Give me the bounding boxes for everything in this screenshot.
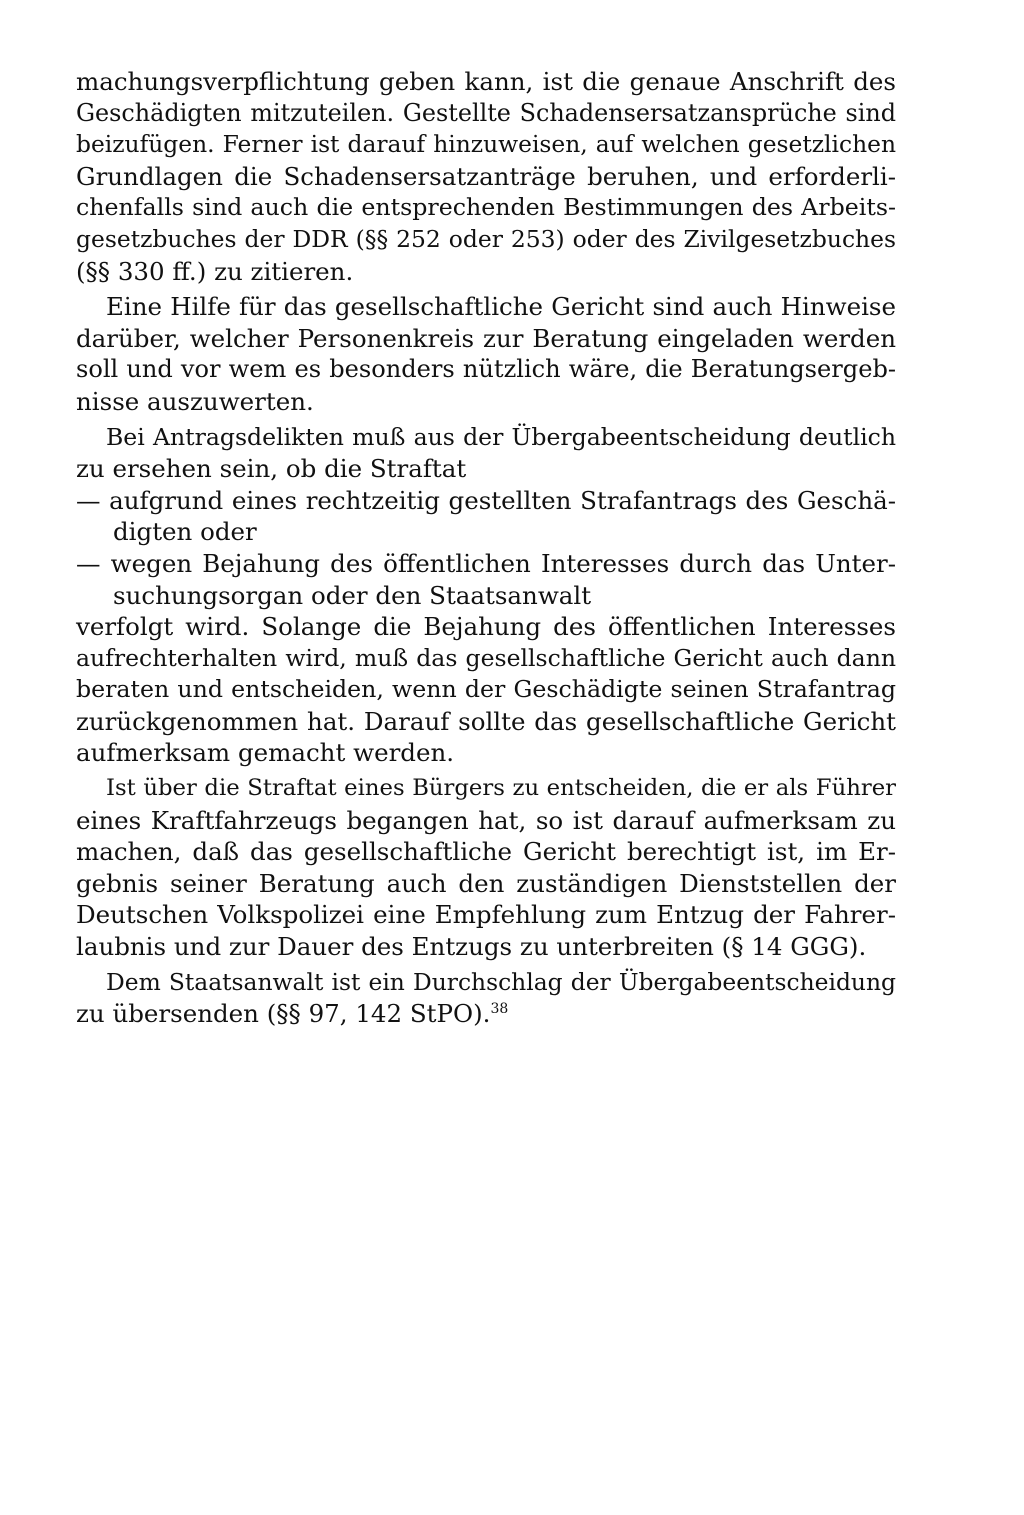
text-line: gebnis seiner Beratung auch den zuständigen Dienststellen der [76,868,896,898]
footnote-marker: 38 [490,1001,509,1018]
list-item: — aufgrund eines rechtzeitig gestellten Strafantrags des Geschä- [76,485,896,515]
text-line: Geschädigten mitzuteilen. Gestellte Schadensersatzansprüche sind [76,98,896,127]
text-line: Deutschen Volkspolizei eine Empfehlung zum Entzug der Fahrer- [76,900,896,930]
text-line: machungsverpflichtung geben kann, ist die genaue Anschrift des [76,67,896,96]
text-line: Eine Hilfe für das gesellschaftliche Gericht sind auch Hinweise [106,292,896,322]
text-line: Ist über die Straftat eines Bürgers zu entscheiden, die er als Führer [106,775,896,802]
text-line: aufmerksam gemacht werden. [76,738,455,768]
text-line: chenfalls sind auch die entsprechenden Bestimmungen des Arbeits- [76,193,896,222]
text-line: zurückgenommen hat. Darauf sollte das gesellschaftliche Gericht [76,706,896,736]
text-line: beraten und entscheiden, wenn der Geschädigte seinen Strafantrag [76,675,896,704]
text-line: gesetzbuches der DDR (§§ 252 oder 253) oder des Zivilgesetzbuches [76,224,896,253]
text-line: zu ersehen sein, ob die Straftat [76,454,467,484]
text-line: verfolgt wird. Solange die Bejahung des öffentlichen Interesses [76,612,896,642]
text-line: machen, daß das gesellschaftliche Gericht berechtigt ist, im Er- [76,837,896,867]
text-line: nisse auszuwerten. [76,386,314,416]
text-line: beizufügen. Ferner ist darauf hinzuweisen, auf welchen gesetzlichen [76,130,896,159]
text-line: Bei Antragsdelikten muß aus der Übergabeentscheidung deutlich [106,422,896,451]
list-item-continuation: suchungsorgan oder den Staatsanwalt [113,580,592,610]
text-line: darüber, welcher Personenkreis zur Beratung eingeladen werden [76,323,896,353]
text-line: eines Kraftfahrzeugs begangen hat, so ist darauf aufmerksam zu [76,805,896,835]
last-text-line [76,998,896,1030]
text-line: soll und vor wem es besonders nützlich wäre, die Beratungsergeb- [76,355,896,384]
body-text [76,66,896,1030]
text-line: (§§ 330 ff.) zu zitieren. [76,256,354,286]
text-line-content: zu übersenden (§§ 97, 142 StPO). [76,999,491,1029]
text-line: aufrechterhalten wird, muß das gesellschaftliche Gericht auch dann [76,643,896,672]
text-line: Dem Staatsanwalt ist ein Durchschlag der Übergabeentscheidung [106,967,896,996]
text-line: Grundlagen die Schadensersatzanträge beruhen, und erforderli- [76,161,896,191]
list-item-continuation: digten oder [113,517,257,547]
text-line: laubnis und zur Dauer des Entzugs zu unterbreiten (§ 14 GGG). [76,932,867,962]
list-item: — wegen Bejahung des öffentlichen Interesses durch das Unter- [76,548,896,578]
